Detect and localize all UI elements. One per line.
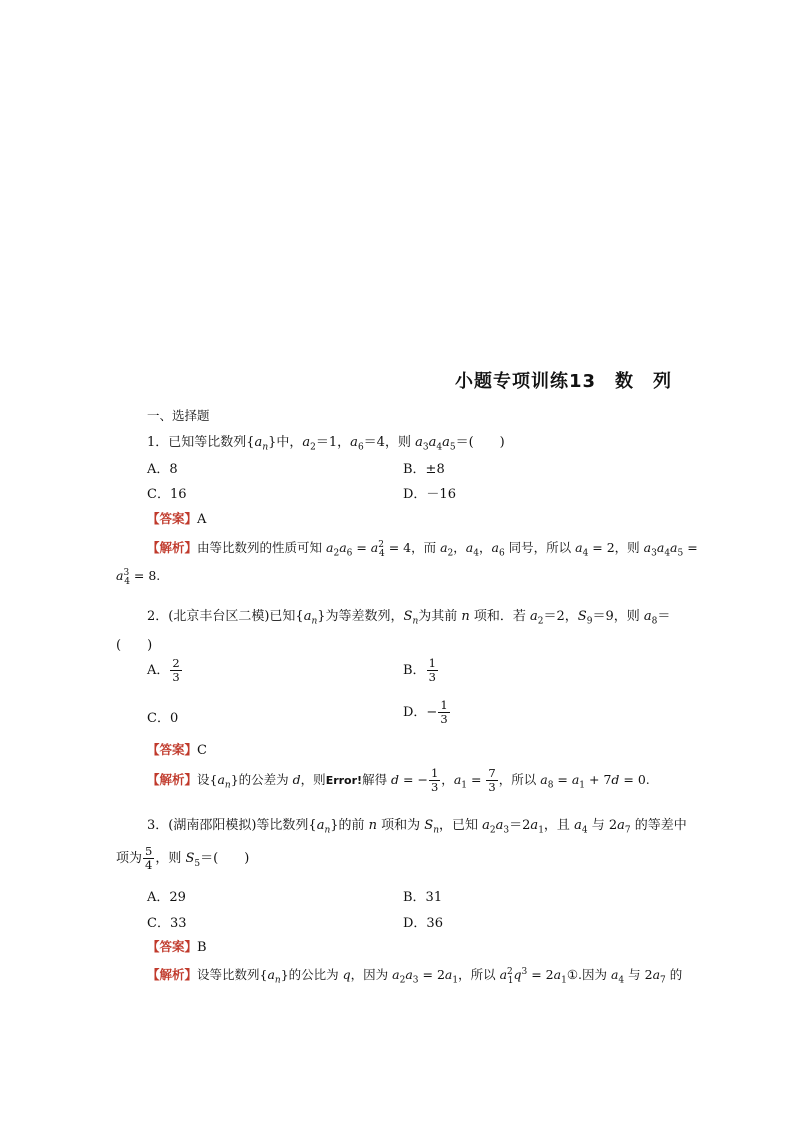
- q3-option-d: D．36: [403, 916, 443, 931]
- q1-explanation-line1: 【解析】由等比数列的性质可知 $a_2a_6 = a^2_4 = 4$，而 $a_2$，$a_4$，$a_6$ 同号，所以 $a_4 = 2$，则 $a_3a_4a_5$ =: [147, 539, 698, 559]
- q1-stem: 1．已知等比数列$\{a_n\}$中，$a_2=1$，$a_6=4$，则 $a_3a_4a_5=$( ): [147, 435, 505, 453]
- q2-option-b: B． $\frac{1}{3}$: [403, 656, 436, 685]
- q2-stem-line1: 2．(北京丰台区二模)已知$\{a_n\}$为等差数列，$S_n$为其前 n 项和．若 $a_2=2$，$S_9=9$，则 $a_8=$: [147, 609, 671, 627]
- fraction: $\frac{1}{3}$: [430, 766, 439, 795]
- q1-option-b: B．±8: [403, 462, 445, 477]
- page-title: 小题专项训练13 数 列: [455, 371, 673, 392]
- q3-answer-value: B: [197, 940, 207, 955]
- explain-tag: 【解析】: [147, 967, 198, 982]
- q3-explanation: 【解析】设等比数列$\{a_n\}$的公比为 q，因为 $a_2a_3 = 2a_1$，所以 $a^2_1q^3$ = $2a_1①$.因为 $a_4$ 与 $2a_7$ 的: [147, 966, 683, 986]
- q2-stem-line2: ( ): [116, 638, 153, 653]
- fraction: $\frac{1}{3}$: [440, 698, 448, 727]
- section-heading: 一、选择题: [147, 408, 210, 423]
- q1-answer-value: A: [197, 512, 207, 527]
- q1-explanation-line2: $a^3_4 = 8$.: [116, 568, 161, 587]
- q3-stem-line1: 3．(湖南邵阳模拟)等比数列$\{a_n\}$的前 n 项和为 $S_n$，已知 $a_2a_3=2a_1$，且 $a_4$ 与 $2a_7$ 的等差中: [147, 818, 687, 836]
- explain-tag: 【解析】: [147, 540, 198, 555]
- q2-answer-value: C: [197, 743, 207, 758]
- fraction: $\frac{2}{3}$: [172, 656, 180, 685]
- q1-option-d: D．－16: [403, 487, 456, 502]
- q3-stem-line2: 项为 $\frac{5}{4}$ ，则 $S_5=$( ): [116, 844, 250, 873]
- q3-option-c: C．33: [147, 916, 187, 931]
- answer-tag: 【答案】: [147, 742, 198, 757]
- fraction: $\frac{7}{3}$: [488, 766, 496, 795]
- q1-option-a: A．8: [147, 462, 178, 477]
- q3-option-a: A．29: [147, 890, 186, 905]
- q2-option-d: D．− $\frac{1}{3}$: [403, 698, 448, 727]
- fraction: $\frac{1}{3}$: [428, 656, 436, 685]
- error-marker: Error!: [325, 774, 363, 788]
- q3-answer: [147, 937, 207, 955]
- fraction: $\frac{5}{4}$: [145, 844, 153, 873]
- q2-answer: [147, 740, 207, 758]
- q2-option-c: C．0: [147, 711, 179, 726]
- q2-option-a: A． $\frac{2}{3}$: [147, 656, 180, 685]
- answer-tag: 【答案】: [147, 511, 198, 526]
- q1-answer: [147, 509, 206, 527]
- q1-option-c: C．16: [147, 487, 187, 502]
- answer-tag: 【答案】: [147, 939, 198, 954]
- q3-option-b: B．31: [403, 890, 443, 905]
- explain-tag: 【解析】: [147, 772, 198, 788]
- q2-explanation: 【解析】设$\{a_n\}$的公差为 d，则Error!解得 d = − $\frac{1}{3}$ ，$a_1$ = $\frac{7}{3}$ ，所以 $a_8 = a_1 + 7d = 0$.: [147, 766, 650, 795]
